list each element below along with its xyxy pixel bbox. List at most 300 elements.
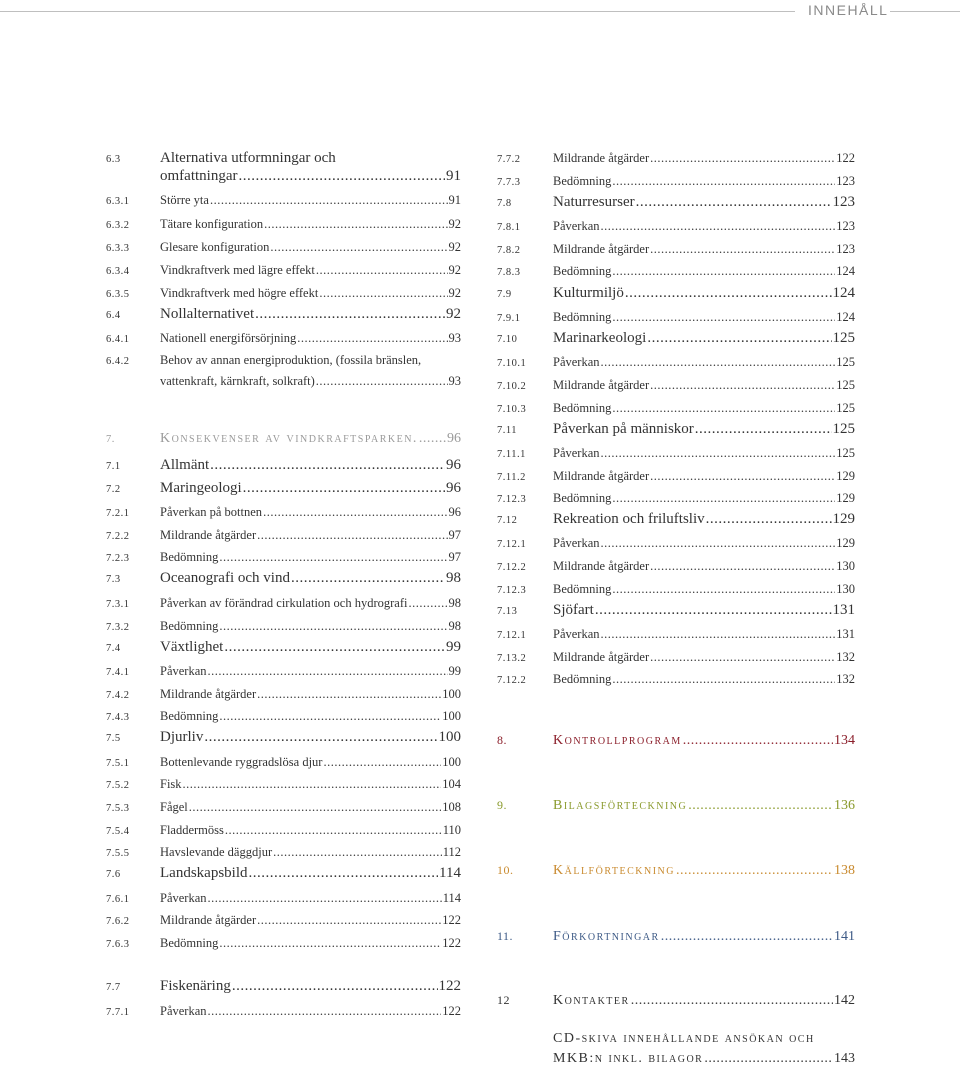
dot-leader [189,800,441,815]
toc-entry-number: 7.8 [497,198,512,209]
toc-entry-number: 6.3 [106,154,121,165]
header-rule-left [0,11,795,12]
toc-entry-number: 7.7.2 [497,154,521,165]
toc-entry-page: 112 [442,845,461,859]
toc-entry-title: Mildrande åtgärder [160,687,257,701]
toc-entry-page: 99 [448,664,461,678]
dot-leader [316,263,448,278]
toc-entry[interactable] [497,355,855,370]
toc-entry-number: 7.10 [497,334,518,345]
toc-entry[interactable] [106,505,461,520]
toc-entry-page: 92 [448,263,461,277]
toc-entry-page: 96 [448,505,461,519]
toc-entry-number: 7.11.1 [497,449,526,460]
dot-leader [204,729,437,746]
toc-entry[interactable] [497,582,855,597]
toc-entry-page: 97 [448,528,461,542]
toc-entry-page: 122 [438,978,461,994]
toc-entry-page: 98 [446,570,461,586]
dot-leader [676,863,833,879]
toc-entry-page: 141 [834,929,855,944]
toc-entry-page: 110 [442,823,461,837]
toc-entry-page: 125 [832,421,855,437]
toc-entry-title: Fiskenäring [160,978,231,994]
toc-entry-number: 7.7 [106,982,121,993]
dot-leader [631,993,833,1009]
toc-entry-number: 7.12.1 [497,630,527,641]
toc-entry[interactable] [106,619,461,634]
toc-entry-page: 125 [836,446,855,460]
toc-entry-number: 10. [497,863,514,877]
toc-entry-page: 91 [448,193,461,207]
toc-entry-number: 7.12.2 [497,562,527,573]
toc-entry-page: 132 [836,672,855,686]
toc-entry[interactable] [106,550,461,565]
toc-entry-continuation[interactable] [553,1051,855,1067]
toc-entry-title: Källförteckning [553,863,676,878]
toc-entry-number: 7.4.3 [106,712,130,723]
dot-leader [419,431,446,447]
toc-entry-page: 97 [448,550,461,564]
toc-entry[interactable] [497,330,855,347]
toc-entry[interactable] [106,1004,461,1019]
dot-leader [650,469,835,484]
dot-leader [219,709,441,724]
toc-entry-title: Påverkan [160,1004,207,1018]
dot-leader [612,174,835,189]
toc-entry[interactable] [106,755,461,770]
toc-entry-page: 98 [448,596,461,610]
toc-entry-number: 6.3.2 [106,220,130,231]
toc-entry-page: 114 [439,865,461,881]
toc-entry[interactable] [497,672,855,687]
toc-entry-continuation[interactable] [160,168,461,185]
toc-entry-number: 7.12.1 [497,539,527,550]
toc-entry-page: 124 [836,310,855,324]
toc-entry[interactable] [497,798,855,814]
toc-entry[interactable] [106,729,461,746]
toc-entry-page: 124 [836,264,855,278]
toc-entry-number: 7.12.2 [497,675,527,686]
toc-entry[interactable] [497,421,855,438]
toc-entry-title: CD-skiva innehållande ansökan och [553,1031,815,1046]
toc-entry-number: 7.5 [106,733,121,744]
toc-entry-number: 7.9.1 [497,313,521,324]
toc-entry-page: 136 [834,798,855,813]
dot-leader [316,374,448,389]
toc-entry[interactable] [106,353,461,368]
toc-entry[interactable] [497,491,855,506]
toc-entry[interactable] [497,310,855,325]
toc-entry[interactable] [106,823,461,838]
toc-entry-page: 99 [446,639,461,655]
toc-entry[interactable] [497,602,855,619]
toc-entry-page: 129 [832,511,855,527]
toc-entry-number: 7.3.1 [106,599,130,610]
toc-entry[interactable] [497,219,855,234]
toc-entry[interactable] [106,845,461,860]
toc-entry-page: 91 [446,168,461,184]
toc-entry-title: Mildrande åtgärder [160,913,257,927]
toc-entry[interactable] [106,709,461,724]
toc-entry-page: 114 [442,891,461,905]
toc-entry-number: 7.3 [106,574,121,585]
toc-entry-number: 7.13.2 [497,653,527,664]
toc-entry-number: 7.8.1 [497,222,521,233]
toc-entry-title: Kontrollprogram [553,733,682,748]
toc-entry[interactable] [497,511,855,528]
toc-entry-number: 7.1 [106,461,121,472]
dot-leader [647,330,831,347]
dot-leader [238,168,445,185]
toc-entry[interactable] [106,306,461,323]
toc-entry[interactable] [497,285,855,302]
toc-entry-title: Kulturmiljö [553,285,624,301]
toc-entry-number: 6.4 [106,310,121,321]
toc-entry[interactable] [106,480,461,497]
toc-entry-title: Vindkraftverk med lägre effekt [160,263,315,277]
toc-entry-page: 96 [446,480,461,496]
toc-entry[interactable] [106,193,461,208]
toc-entry-continuation[interactable] [160,374,461,389]
dot-leader [273,845,442,860]
dot-leader [257,913,441,928]
toc-entry-title: Kontakter [553,993,630,1008]
toc-entry-page: 123 [836,174,855,188]
toc-entry[interactable] [497,627,855,642]
toc-entry-number: 6.4.1 [106,334,130,345]
dot-leader [650,151,835,166]
toc-entry-title: Större yta [160,193,209,207]
toc-entry-title: Påverkan [553,536,600,550]
toc-entry[interactable] [106,457,461,474]
toc-entry-page: 98 [448,619,461,633]
toc-entry[interactable] [497,264,855,279]
toc-entry-page: 138 [834,863,855,878]
dot-leader [688,798,833,814]
toc-entry-title: Nollalternativet [160,306,255,322]
toc-entry-page: 124 [832,285,855,301]
toc-entry-title: Bedömning [553,401,612,415]
toc-entry-title-line2: omfattningar [160,168,238,184]
dot-leader [208,664,448,679]
toc-entry-title: Bedömning [160,709,219,723]
toc-entry-number: 7.6 [106,869,121,880]
toc-entry[interactable] [497,151,855,166]
dot-leader [625,285,832,302]
toc-entry-title: Havslevande däggdjur [160,845,273,859]
toc-entry-number: 7.12.3 [497,585,527,596]
toc-entry-title: Naturresurser [553,194,635,210]
toc-entry-number: 7.5.5 [106,848,130,859]
toc-entry[interactable] [497,536,855,551]
toc-entry-title: Bottenlevande ryggradslösa djur [160,755,323,769]
toc-entry-number: 7.11 [497,425,517,436]
toc-entry-title: Bedömning [553,174,612,188]
dot-leader [595,602,832,619]
toc-entry-number: 7.12 [497,515,518,526]
toc-entry-title: Behov av annan energiproduktion, (fossila bränslen, [160,353,422,367]
toc-entry[interactable] [497,929,855,945]
dot-leader [219,550,447,565]
toc-entry-number: 7. [106,434,115,445]
toc-entry-title: Förkortningar [553,929,660,944]
toc-entry[interactable] [106,777,461,792]
dot-leader [650,650,835,665]
toc-entry[interactable] [106,596,461,611]
dot-leader [650,559,835,574]
toc-entry-number: 7.13 [497,606,518,617]
toc-entry[interactable] [497,559,855,574]
toc-entry-number: 8. [497,733,507,747]
toc-entry-title: Mildrande åtgärder [160,528,257,542]
toc-entry[interactable] [497,1031,855,1047]
toc-entry-page: 92 [448,286,461,300]
toc-entry-page: 100 [442,687,461,701]
dot-leader [219,619,447,634]
toc-entry-page: 92 [448,217,461,231]
toc-entry-page: 130 [836,582,855,596]
toc-entry[interactable] [106,936,461,951]
toc-entry-page: 125 [836,401,855,415]
header-rule-right [890,11,960,12]
dot-leader [683,733,833,749]
toc-entry-title: Djurliv [160,729,204,745]
toc-entry[interactable] [106,331,461,346]
toc-entry-page: 122 [442,936,461,950]
toc-entry-title: Påverkan på människor [553,421,694,437]
toc-entry-title: Bedömning [160,619,219,633]
dot-leader [232,978,438,995]
toc-entry-number: 7.2.3 [106,553,130,564]
dot-leader [612,491,835,506]
toc-entry[interactable] [106,431,461,447]
toc-entry[interactable] [497,446,855,461]
toc-entry-title: Glesare konfiguration [160,240,270,254]
toc-entry-number: 7.5.4 [106,826,130,837]
toc-entry-page: 131 [832,602,855,618]
toc-entry-page: 125 [836,355,855,369]
toc-entry-title: Maringeologi [160,480,242,496]
page-header-title: INNEHÅLL [808,2,889,18]
toc-entry-page: 100 [442,709,461,723]
toc-entry-page: 104 [442,777,461,791]
toc-entry[interactable] [106,913,461,928]
dot-leader [601,627,836,642]
toc-entry-page: 122 [442,1004,461,1018]
toc-entry-title: Alternativa utformningar och [160,150,336,166]
dot-leader [183,777,442,792]
toc-entry[interactable] [106,891,461,906]
toc-entry-page: 92 [446,306,461,322]
toc-entry[interactable] [106,263,461,278]
toc-entry-number: 7.4.1 [106,667,130,678]
toc-entry-page: 100 [438,729,461,745]
dot-leader [695,421,832,438]
toc-entry-title: Fisk [160,777,182,791]
toc-entry[interactable] [106,528,461,543]
toc-entry[interactable] [106,664,461,679]
toc-entry-title-line2: MKB:n inkl. bilagor [553,1051,704,1066]
toc-entry[interactable] [497,242,855,257]
toc-entry-title: Påverkan [553,355,600,369]
dot-leader [612,264,835,279]
toc-entry-page: 96 [446,457,461,473]
dot-leader [208,1004,442,1019]
toc-entry[interactable] [497,650,855,665]
toc-entry-page: 142 [834,993,855,1008]
toc-entry-title: Bedömning [160,550,219,564]
toc-entry-page: 129 [836,491,855,505]
toc-entry[interactable] [106,217,461,232]
toc-entry-number: 7.12.3 [497,494,527,505]
toc-entry-title: Påverkan [553,446,600,460]
dot-leader [650,242,835,257]
toc-entry-page: 130 [836,559,855,573]
toc-entry-number: 7.6.2 [106,916,130,927]
dot-leader [706,511,832,528]
toc-entry[interactable] [497,401,855,416]
toc-entry-number: 6.3.1 [106,196,130,207]
dot-leader [257,687,441,702]
toc-entry[interactable] [106,240,461,255]
toc-entry-page: 125 [832,330,855,346]
toc-entry-title: Nationell energiförsörjning [160,331,297,345]
toc-entry-title: Konsekvenser av vindkraftsparken. [160,431,418,446]
toc-entry[interactable] [106,865,461,882]
toc-entry-number: 7.4 [106,643,121,654]
toc-entry-number: 6.3.4 [106,266,130,277]
toc-entry-page: 143 [834,1051,855,1066]
dot-leader [297,331,447,346]
dot-leader [249,865,439,882]
toc-entry-page: 122 [836,151,855,165]
dot-leader [650,378,835,393]
toc-entry-title: Mildrande åtgärder [553,469,650,483]
toc-entry[interactable] [497,863,855,879]
toc-entry-number: 7.2.2 [106,531,130,542]
toc-entry[interactable] [497,378,855,393]
toc-entry-page: 123 [832,194,855,210]
dot-leader [601,446,836,461]
toc-entry-title: Bedömning [160,936,219,950]
toc-entry[interactable] [106,570,461,587]
toc-entry-title: Bedömning [553,310,612,324]
toc-entry-title: Påverkan [553,219,600,233]
toc-entry-number: 7.6.1 [106,894,130,905]
toc-entry-number: 7.7.3 [497,177,521,188]
toc-entry-page: 125 [836,378,855,392]
toc-entry-title: Bedömning [553,582,612,596]
toc-entry-title: Allmänt [160,457,210,473]
toc-entry-title: Påverkan [553,627,600,641]
toc-entry-title: Fågel [160,800,188,814]
toc-entry-number: 7.7.1 [106,1007,130,1018]
toc-entry[interactable] [497,993,855,1009]
toc-entry-page: 100 [442,755,461,769]
toc-entry-number: 7.4.2 [106,690,130,701]
toc-entry-title: Påverkan på bottnen [160,505,263,519]
toc-entry[interactable] [106,687,461,702]
toc-entry-number: 7.10.3 [497,404,527,415]
dot-leader [224,639,445,656]
toc-entry-page: 129 [836,536,855,550]
toc-entry[interactable] [106,639,461,656]
toc-entry[interactable] [106,150,461,167]
dot-leader [264,217,447,232]
dot-leader [612,582,835,597]
toc-entry-number: 7.6.3 [106,939,130,950]
dot-leader [601,536,836,551]
toc-entry[interactable] [106,978,461,995]
toc-entry-number: 7.3.2 [106,622,130,633]
toc-entry-title: Påverkan [160,664,207,678]
toc-entry[interactable] [497,174,855,189]
toc-entry-page: 92 [448,240,461,254]
dot-leader [257,528,447,543]
toc-entry[interactable] [106,286,461,301]
toc-entry-page: 131 [836,627,855,641]
toc-entry-number: 6.3.5 [106,289,130,300]
toc-entry[interactable] [497,194,855,211]
toc-entry-page: 108 [442,800,461,814]
toc-entry-page: 93 [448,374,461,388]
toc-entry-title: Bilagsförteckning [553,798,688,813]
dot-leader [612,672,835,687]
dot-leader [636,194,832,211]
dot-leader [263,505,447,520]
toc-entry-page: 129 [836,469,855,483]
toc-entry-title: Påverkan av förändrad cirkulation och hydrografi [160,596,408,610]
toc-entry-title: Mildrande åtgärder [553,378,650,392]
dot-leader [661,929,833,945]
toc-entry-page: 123 [836,219,855,233]
toc-entry-number: 7.9 [497,289,512,300]
toc-entry-number: 7.5.1 [106,758,130,769]
toc-entry-number: 7.2 [106,484,121,495]
toc-entry-number: 7.2.1 [106,508,130,519]
toc-entry-page: 132 [836,650,855,664]
toc-entry[interactable] [497,733,855,749]
toc-entry-page: 122 [442,913,461,927]
toc-entry[interactable] [497,469,855,484]
dot-leader [704,1051,833,1067]
toc-entry-title: Växtlighet [160,639,224,655]
toc-entry-page: 123 [836,242,855,256]
dot-leader [408,596,447,611]
toc-entry-title: Landskapsbild [160,865,248,881]
toc-entry-title: Bedömning [553,491,612,505]
dot-leader [601,219,836,234]
toc-entry-page: 93 [448,331,461,345]
toc-entry-number: 6.4.2 [106,356,130,367]
dot-leader [208,891,442,906]
toc-entry-number: 7.8.3 [497,267,521,278]
toc-entry-title: Påverkan [160,891,207,905]
toc-entry-number: 7.5.3 [106,803,130,814]
dot-leader [323,755,441,770]
toc-entry-number: 7.11.2 [497,472,526,483]
toc-entry-number: 7.10.2 [497,381,527,392]
toc-entry-title: Mildrande åtgärder [553,559,650,573]
dot-leader [225,823,442,838]
dot-leader [612,310,835,325]
toc-entry-title: Sjöfart [553,602,594,618]
dot-leader [270,240,447,255]
toc-entry[interactable] [106,800,461,815]
dot-leader [210,193,448,208]
toc-entry-title: Bedömning [553,672,612,686]
